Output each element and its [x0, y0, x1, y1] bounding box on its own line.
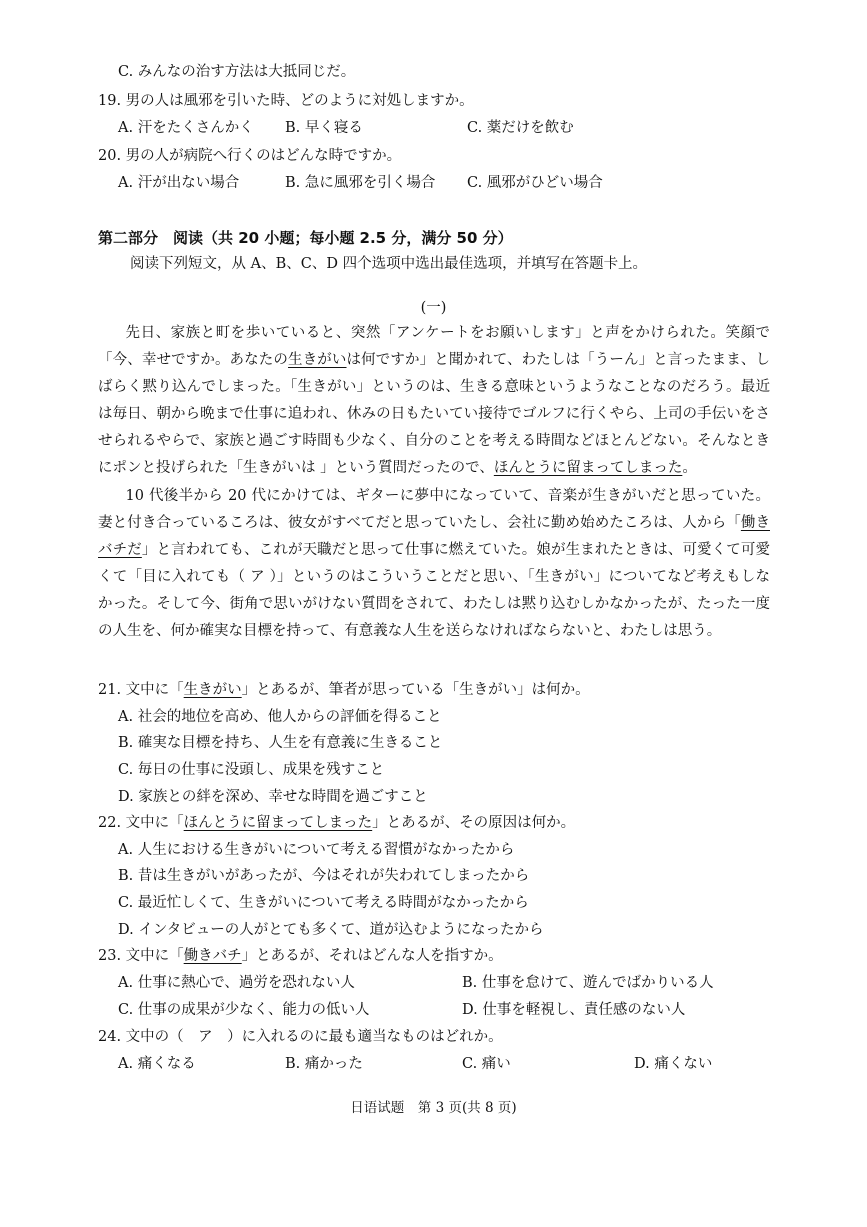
q20-option-b: B. 急に風邪を引く場合: [285, 175, 436, 191]
section-instruction: 阅读下列短文，从 A、B、C、D 四个选项中选出最佳选项，并填写在答题卡上。: [130, 256, 648, 272]
passage-number: (一): [420, 300, 447, 316]
q22-option-b: B. 昔は生きがいがあったが、今はそれが失われてしまったから: [118, 868, 530, 884]
q23-option-a: A. 仕事に熱心で、過労を恐れない人: [118, 975, 355, 991]
q24-option-d: D. 痛くない: [634, 1056, 713, 1072]
p2-text-b: 」と言われても、これが天職だと思って仕事に燃えていた。娘が生まれたときは、可愛くて可愛くて「目に入れても（ ア ）」というのはこういうことだと思い、「生きがい」についてなど考えもしなかった。そして今、街角で思いがけない質問をされて、わたしは黙り込むしかなかったが、たった一度の人生を、何か確実な目標を持って、有意義な人生を送らなければならないと、わたしは思う。: [98, 542, 771, 639]
q21-option-c: C. 毎日の仕事に没頭し、成果を残すこと: [118, 762, 385, 778]
q22-underline: ほんとうに留まってしまった: [183, 815, 373, 831]
q23-underline: 働きバチ: [183, 948, 242, 964]
passage-paragraph-2: [98, 483, 770, 645]
q19-option-a: A. 汗をたくさんかく: [118, 120, 254, 136]
q19-stem: 19. 男の人は風邪を引いた時、どのように対処しますか。: [98, 93, 474, 109]
q22-pre: 22. 文中に「: [98, 815, 184, 831]
q18-option-c: C. みんなの治す方法は大抵同じだ。: [118, 64, 356, 80]
q23-option-c: C. 仕事の成果が少なく、能力の低い人: [118, 1002, 370, 1018]
p2-underline-hatarakibachi: 働きバチだ: [98, 515, 770, 558]
q24-stem: 24. 文中の（ ア ）に入れるのに最も適当なものはどれか。: [98, 1029, 503, 1045]
q20-stem: 20. 男の人が病院へ行くのはどんな時ですか。: [98, 148, 402, 164]
q23-stem: [98, 946, 503, 966]
p1-underline-ikigai: 生きがい: [288, 352, 347, 368]
p1-underline-tomatte: ほんとうに留まってしまった: [493, 460, 683, 476]
q22-post: 」とあるが、その原因は何か。: [372, 815, 576, 831]
q23-option-b: B. 仕事を怠けて、遊んでばかりいる人: [462, 975, 714, 991]
page-footer: 日语试题 第 3 页(共 8 页): [350, 1100, 517, 1116]
q22-option-d: D. インタビューの人がとても多くて、道が込むようになったから: [118, 922, 544, 938]
p1-text-b: は何ですか」と聞かれて、わたしは「うーん」と言ったまま、しばらく黙り込んでしまった。「生きがい」というのは、生きる意味というようなことなのだろう。最近は毎日、朝から晩まで仕事に追われ、休みの日もたいてい接待でゴルフに行くやら、上司の手伝いをさせられるやらで、家族と過ごす時間も少なく、自分のことを考える時間などほとんどない。そんなときにポンと投げられた「生きがいは 」という質問だったので、: [98, 352, 771, 476]
p1-text-c: 。: [682, 460, 697, 476]
q23-option-d: D. 仕事を軽視し、責任感のない人: [462, 1002, 686, 1018]
q20-option-a: A. 汗が出ない場合: [118, 175, 240, 191]
passage-paragraph-1: [98, 320, 770, 482]
q22-stem: [98, 813, 575, 833]
q24-option-a: A. 痛くなる: [118, 1056, 196, 1072]
q21-stem: [98, 680, 590, 700]
q23-post: 」とあるが、それはどんな人を指すか。: [241, 948, 503, 964]
q19-option-c: C. 薬だけを飲む: [467, 120, 574, 136]
p2-text-a: 10 代後半から 20 代にかけては、ギターに夢中になっていて、音楽が生きがいだと思っていた。妻と付き合っているころは、彼女がすべてだと思っていたし、会社に勤め始めたころは、人から「: [98, 488, 770, 531]
p1-text-a: 先日、家族と町を歩いていると、突然「アンケートをお願いします」と声をかけられた。笑顔で「今、幸せですか。あなたの: [98, 325, 770, 368]
q24-option-c: C. 痛い: [462, 1056, 511, 1072]
q21-underline: 生きがい: [183, 682, 242, 698]
q19-option-b: B. 早く寝る: [285, 120, 363, 136]
q22-option-a: A. 人生における生きがいについて考える習慣がなかったから: [118, 842, 515, 858]
q24-option-b: B. 痛かった: [285, 1056, 363, 1072]
q21-pre: 21. 文中に「: [98, 682, 184, 698]
q21-option-d: D. 家族との絆を深め、幸せな時間を過ごすこと: [118, 789, 428, 805]
q21-option-b: B. 確実な目標を持ち、人生を有意義に生きること: [118, 735, 443, 751]
section-title: 第二部分 阅读（共 20 小题；每小题 2.5 分，满分 50 分）: [98, 229, 513, 247]
q21-option-a: A. 社会的地位を高め、他人からの評価を得ること: [118, 709, 442, 725]
q20-option-c: C. 風邪がひどい場合: [467, 175, 603, 191]
q23-pre: 23. 文中に「: [98, 948, 184, 964]
q22-option-c: C. 最近忙しくて、生きがいについて考える時間がなかったから: [118, 895, 529, 911]
q21-post: 」とあるが、筆者が思っている「生きがい」は何か。: [241, 682, 590, 698]
